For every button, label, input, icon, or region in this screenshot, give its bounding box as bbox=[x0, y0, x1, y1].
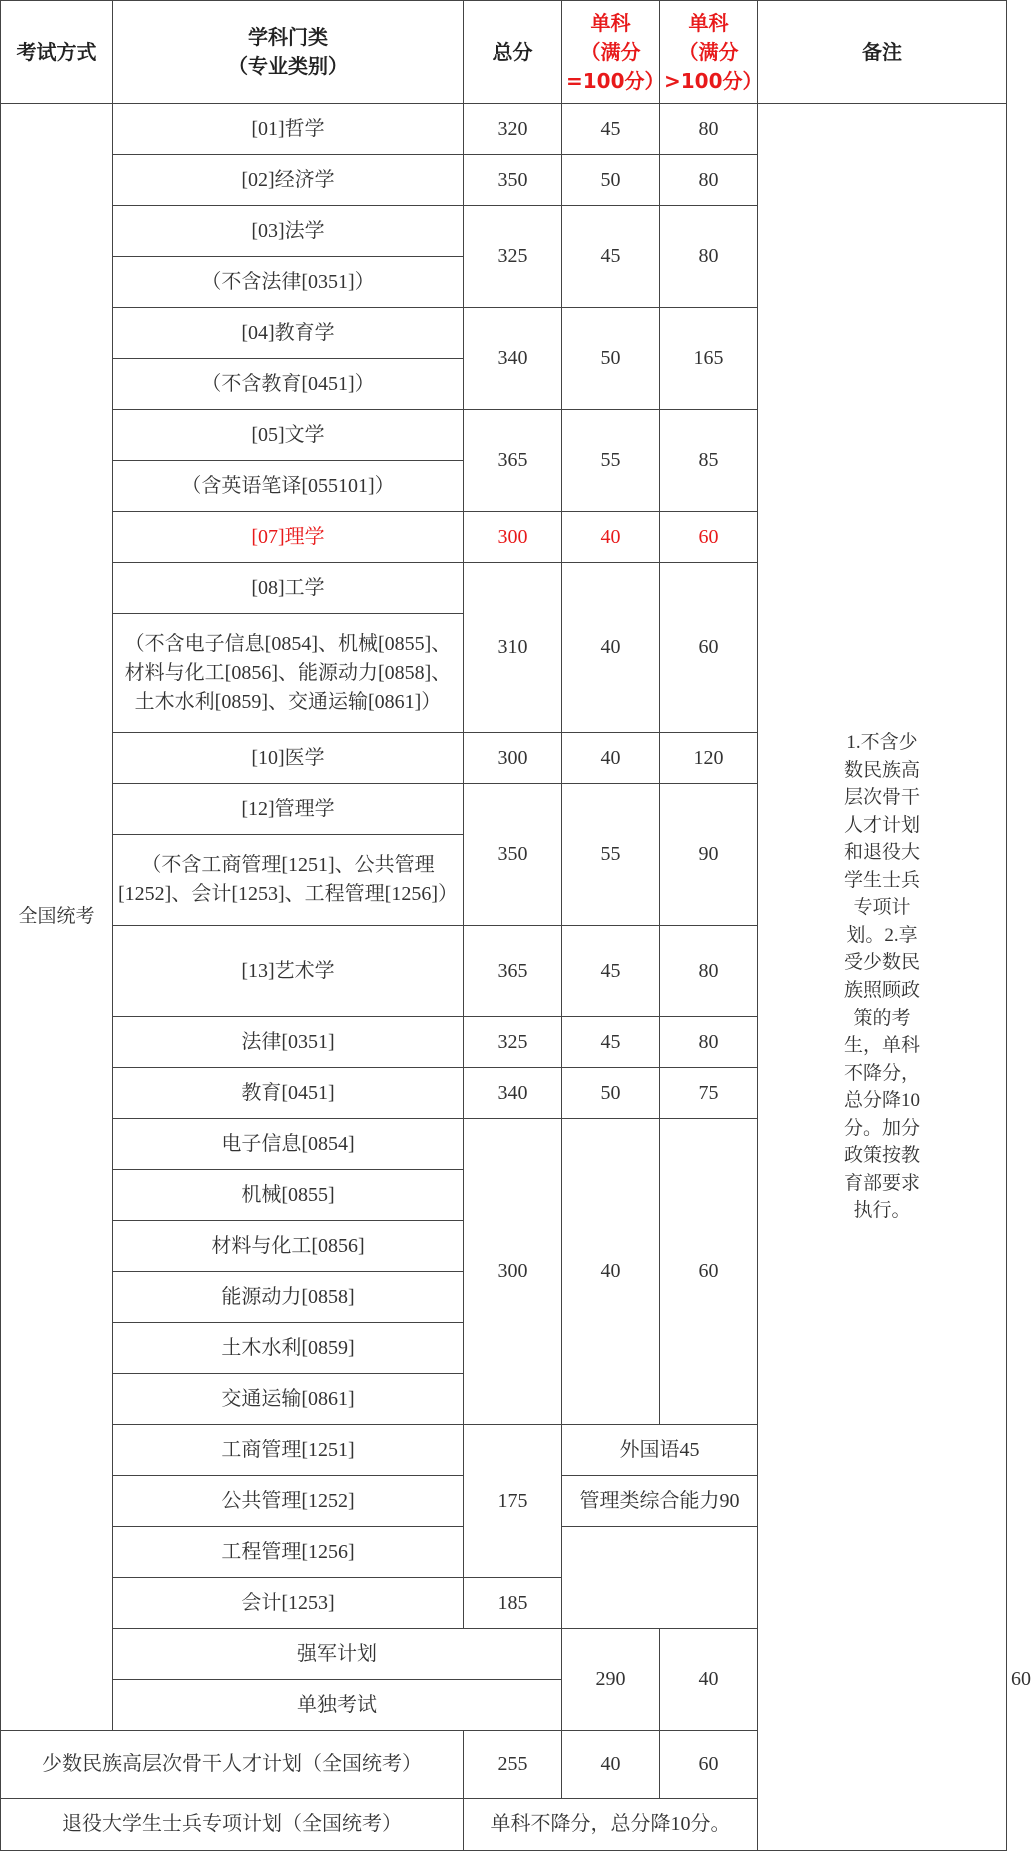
single-over-score: 60 bbox=[660, 1119, 758, 1425]
subject-subnote: （不含工商管理[1251]、公共管理[1252]、会计[1253]、工程管理[1256]） bbox=[113, 835, 464, 926]
subject-subnote: （不含法律[0351]） bbox=[113, 257, 464, 308]
exam-mode-national: 全国统考 bbox=[1, 104, 113, 1731]
subject-subnote: （不含教育[0451]） bbox=[113, 359, 464, 410]
subject-name: 交通运输[0861] bbox=[113, 1374, 464, 1425]
subject-name: 机械[0855] bbox=[113, 1170, 464, 1221]
plan-name: 少数民族高层次骨干人才计划（全国统考） bbox=[1, 1731, 464, 1799]
single-over-score: 80 bbox=[660, 104, 758, 155]
foreign-language-score: 外国语45 bbox=[562, 1425, 758, 1476]
total-score: 255 bbox=[464, 1731, 562, 1799]
subject-name: [08]工学 bbox=[113, 563, 464, 614]
single-100-score: 55 bbox=[562, 410, 660, 512]
single-100-score: 40 bbox=[562, 512, 660, 563]
single-over-score: 85 bbox=[660, 410, 758, 512]
single-100-score: 40 bbox=[660, 1629, 758, 1731]
subject-name: 电子信息[0854] bbox=[113, 1119, 464, 1170]
total-score: 290 bbox=[562, 1629, 660, 1731]
total-score: 310 bbox=[464, 563, 562, 733]
single-over-score: 60 bbox=[660, 512, 758, 563]
single-over-score: 60 bbox=[660, 1731, 758, 1799]
plan-name: 退役大学生士兵专项计划（全国统考） bbox=[1, 1799, 464, 1851]
single-100-score: 50 bbox=[562, 1068, 660, 1119]
single-100-score: 45 bbox=[562, 104, 660, 155]
single-over-score: 60 bbox=[660, 563, 758, 733]
single-100-score: 45 bbox=[562, 926, 660, 1017]
subject-name: [02]经济学 bbox=[113, 155, 464, 206]
total-score: 350 bbox=[464, 784, 562, 926]
header-subject: 学科门类 （专业类别） bbox=[113, 1, 464, 104]
single-over-score: 80 bbox=[660, 155, 758, 206]
total-score: 325 bbox=[464, 206, 562, 308]
plan-name: 强军计划 bbox=[113, 1629, 562, 1680]
total-score: 350 bbox=[464, 155, 562, 206]
total-score: 365 bbox=[464, 410, 562, 512]
subject-name: 公共管理[1252] bbox=[113, 1476, 464, 1527]
header-mode: 考试方式 bbox=[1, 1, 113, 104]
single-100-score: 40 bbox=[562, 563, 660, 733]
subject-name: 法律[0351] bbox=[113, 1017, 464, 1068]
single-100-score: 45 bbox=[562, 1017, 660, 1068]
subject-name: [04]教育学 bbox=[113, 308, 464, 359]
subject-name: [01]哲学 bbox=[113, 104, 464, 155]
single-100-score: 40 bbox=[562, 1119, 660, 1425]
subject-name: 材料与化工[0856] bbox=[113, 1221, 464, 1272]
single-100-score: 40 bbox=[562, 1731, 660, 1799]
single-over-score: 120 bbox=[660, 733, 758, 784]
single-over-score: 165 bbox=[660, 308, 758, 410]
subject-name: 能源动力[0858] bbox=[113, 1272, 464, 1323]
total-score: 325 bbox=[464, 1017, 562, 1068]
table-row bbox=[1, 104, 1007, 155]
single-100-score: 45 bbox=[562, 206, 660, 308]
plan-name: 单独考试 bbox=[113, 1680, 562, 1731]
subject-name: [13]艺术学 bbox=[113, 926, 464, 1017]
comprehensive-score: 管理类综合能力90 bbox=[562, 1476, 758, 1527]
single-100-score: 50 bbox=[562, 308, 660, 410]
single-over-score: 75 bbox=[660, 1068, 758, 1119]
subject-subnote: （含英语笔译[055101]） bbox=[113, 461, 464, 512]
header-total: 总分 bbox=[464, 1, 562, 104]
total-score: 185 bbox=[464, 1578, 562, 1629]
total-score: 340 bbox=[464, 308, 562, 410]
header-single-100: 单科 （满分 =100分） bbox=[562, 1, 660, 104]
subject-name: [12]管理学 bbox=[113, 784, 464, 835]
total-score: 365 bbox=[464, 926, 562, 1017]
subject-name: 工程管理[1256] bbox=[113, 1527, 464, 1578]
subject-name: 教育[0451] bbox=[113, 1068, 464, 1119]
single-100-score: 55 bbox=[562, 784, 660, 926]
total-score: 175 bbox=[464, 1425, 562, 1578]
total-score: 300 bbox=[464, 512, 562, 563]
subject-name: [10]医学 bbox=[113, 733, 464, 784]
subject-name: 会计[1253] bbox=[113, 1578, 464, 1629]
header-row bbox=[1, 1, 1007, 104]
single-over-score: 80 bbox=[660, 926, 758, 1017]
subject-name: 工商管理[1251] bbox=[113, 1425, 464, 1476]
header-note: 备注 bbox=[758, 1, 1007, 104]
subject-name: [05]文学 bbox=[113, 410, 464, 461]
veteran-rule: 单科不降分，总分降10分。 bbox=[464, 1799, 758, 1851]
total-score: 340 bbox=[464, 1068, 562, 1119]
single-over-score: 80 bbox=[660, 1017, 758, 1068]
empty-cell bbox=[562, 1527, 758, 1629]
subject-name: 土木水利[0859] bbox=[113, 1323, 464, 1374]
total-score: 300 bbox=[464, 1119, 562, 1425]
subject-name: [03]法学 bbox=[113, 206, 464, 257]
single-over-score: 80 bbox=[660, 206, 758, 308]
single-100-score: 40 bbox=[562, 733, 660, 784]
header-single-over: 单科 （满分 >100分） bbox=[660, 1, 758, 104]
single-over-score: 90 bbox=[660, 784, 758, 926]
note-text bbox=[758, 104, 1007, 1851]
subject-subnote: （不含电子信息[0854]、机械[0855]、材料与化工[0856]、能源动力[0858]、土木水利[0859]、交通运输[0861]） bbox=[113, 614, 464, 733]
single-100-score: 50 bbox=[562, 155, 660, 206]
note-content: 1.不含少数民族高层次骨干人才计划和退役大学生士兵专项计划。2.享受少数民族照顾政策的考生，单科不降分，总分降10分。加分政策按教育部要求执行。 bbox=[843, 732, 920, 1222]
subject-name: [07]理学 bbox=[113, 512, 464, 563]
total-score: 300 bbox=[464, 733, 562, 784]
table-row: 强军计划 290 40 60 bbox=[1, 1629, 1007, 1680]
total-score: 320 bbox=[464, 104, 562, 155]
